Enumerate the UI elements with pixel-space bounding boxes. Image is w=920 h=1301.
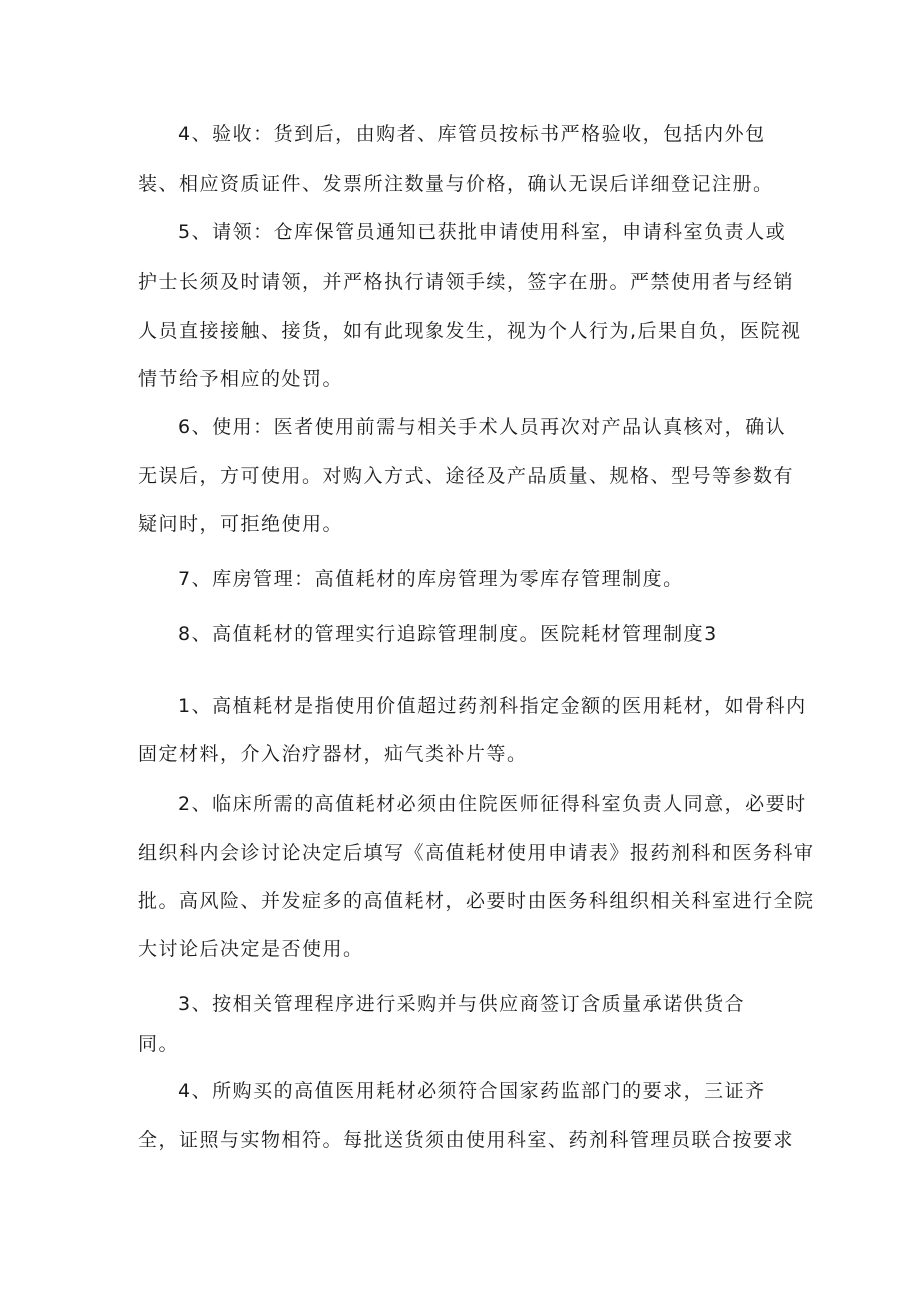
item-1-line-2: 固定材料，介入治疗器材，疝气类补片等。	[138, 743, 528, 765]
item-4-line-2: 全，证照与实物相符。每批送货须由使用科室、药剂科管理员联合按要求	[138, 1129, 795, 1151]
item-2-line-2: 组织科内会诊讨论决定后填写《高值耗材使用申请表》报药剂科和医务科审	[138, 842, 815, 864]
item-1-line-1: 1、高植耗材是指使用价值超过药剂科指定金额的医用耗材，如骨科内	[178, 695, 807, 717]
paragraph-5-line-4: 情节给予相应的处罚。	[138, 368, 344, 390]
item-3-line-1: 3、按相关管理程序进行采购并与供应商签订含质量承诺供货合	[178, 993, 746, 1015]
paragraph-8: 8、高值耗材的管理实行追踪管理制度。医院耗材管理制度3	[178, 623, 718, 645]
paragraph-6-line-3: 疑问时，可拒绝使用。	[138, 513, 344, 535]
paragraph-4-line-2: 装、相应资质证件、发票所注数量与价格，确认无误后详细登记注册。	[138, 173, 774, 195]
item-2-line-4: 大讨论后决定是否使用。	[138, 938, 364, 960]
paragraph-4-line-1: 4、验收：货到后，由购者、库管员按标书严格验收，包括内外包	[178, 123, 766, 145]
paragraph-5-line-1: 5、请领：仓库保管员通知已获批申请使用科室，申请科室负责人或	[178, 221, 787, 243]
item-2-line-1: 2、临床所需的高值耗材必须由住院医师征得科室负责人同意，必要时	[178, 793, 807, 815]
item-3-line-2: 同。	[138, 1033, 180, 1055]
paragraph-6-line-2: 无误后，方可使用。对购入方式、途径及产品质量、规格、型号等参数有	[138, 465, 795, 487]
paragraph-6-line-1: 6、使用：医者使用前需与相关手术人员再次对产品认真核对，确认	[178, 416, 787, 438]
paragraph-5-line-2: 护士长须及时请领，并严格执行请领手续，签字在册。严禁使用者与经销	[138, 271, 795, 293]
item-2-line-3: 批。高风险、并发症多的高值耗材，必要时由医务科组织相关科室进行全院	[138, 890, 815, 912]
paragraph-5-line-3: 人员直接接触、接货，如有此现象发生，视为个人行为,后果自负，医院视	[138, 320, 802, 342]
paragraph-7: 7、库房管理：高值耗材的库房管理为零库存管理制度。	[178, 568, 684, 590]
item-4-line-1: 4、所购买的高值医用耗材必须符合国家药监部门的要求，三证齐	[178, 1080, 766, 1102]
